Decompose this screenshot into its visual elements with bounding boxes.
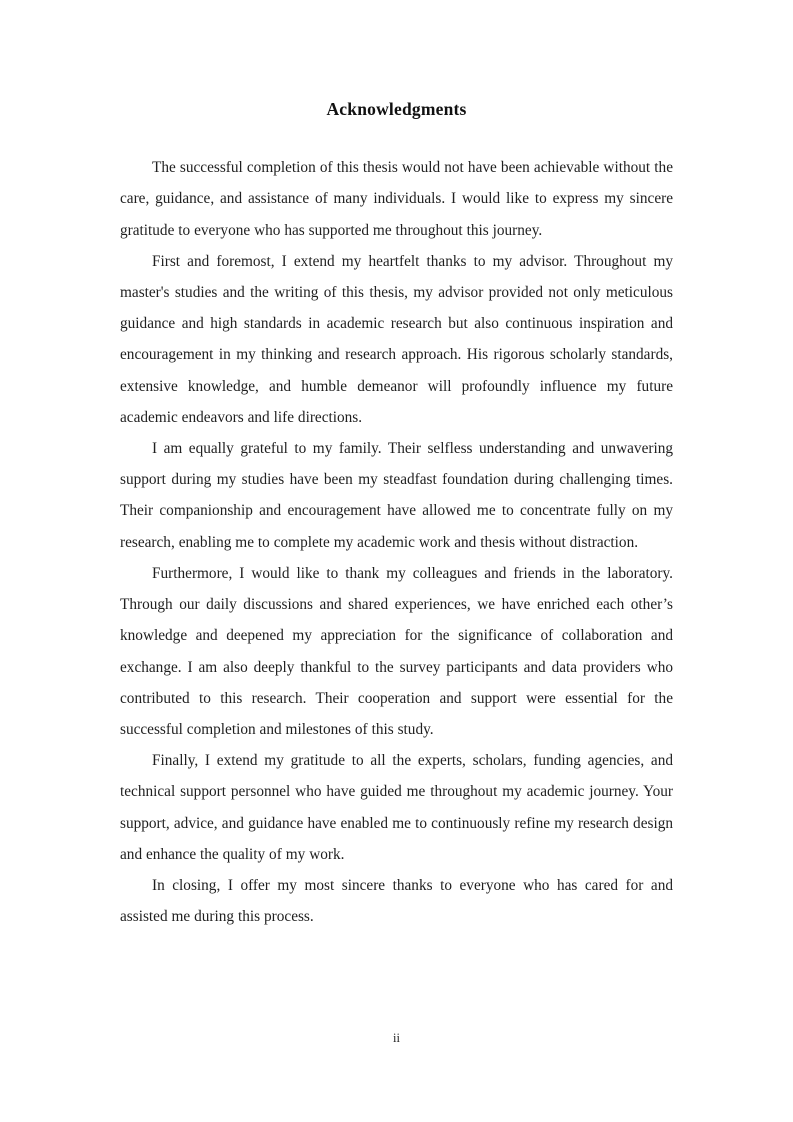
- page-title: Acknowledgments: [326, 99, 467, 119]
- acknowledgments-body: [120, 152, 673, 932]
- paragraph: First and foremost, I extend my heartfelt thanks to my advisor. Throughout my master's studies and the writing of this thesis, my advisor provided not only meticulous guidance and high standards in academic research but also continuous inspiration and encouragement in my thinking and research approach. His rigorous scholarly standards, extensive knowledge, and humble demeanor will profoundly influence my future academic endeavors and life directions.: [120, 252, 673, 426]
- paragraph: Furthermore, I would like to thank my colleagues and friends in the laboratory. Through our daily discussions and shared experiences, we have enriched each other’s knowledge and deepened my appreciation for the significance of collaboration and exchange. I am also deeply thankful to the survey participants and data providers who contributed to this research. Their cooperation and support were essential for the successful completion and milestones of this study.: [120, 564, 673, 738]
- paragraph: I am equally grateful to my family. Their selfless understanding and unwavering support during my studies have been my steadfast foundation during challenging times. Their companionship and encouragement have allowed me to concentrate fully on my research, enabling me to complete my academic work and thesis without distraction.: [120, 440, 673, 551]
- paragraph: The successful completion of this thesis would not have been achievable without the care, guidance, and assistance of many individuals. I would like to express my sincere gratitude to everyone who has supported me throughout this journey.: [120, 159, 673, 239]
- paragraph: In closing, I offer my most sincere thanks to everyone who has cared for and assisted me during this process.: [120, 876, 673, 926]
- paragraph: Finally, I extend my gratitude to all the experts, scholars, funding agencies, and technical support personnel who have guided me throughout my academic journey. Your support, advice, and guidance have enabled me to continuously refine my research design and enhance the quality of my work.: [120, 752, 673, 863]
- page-content: [120, 96, 673, 932]
- page-number: ii: [393, 1031, 400, 1045]
